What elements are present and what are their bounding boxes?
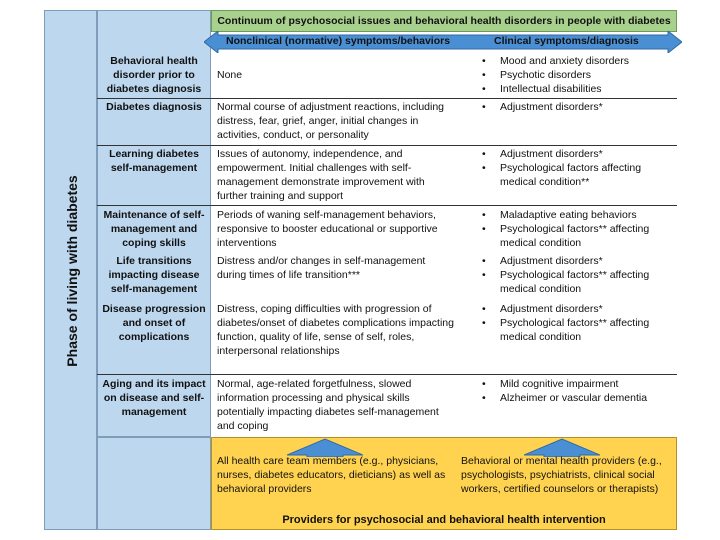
nonclinical-diagnosis: Normal course of adjustment reactions, including distress, fear, grief, anger, initial changes in activities, conduct, or personality — [217, 101, 445, 141]
clinical-header: Clinical symptoms/diagnosis — [494, 35, 639, 47]
list-item: • Alzheimer or vascular dementia — [478, 391, 678, 405]
list-item: • Mood and anxiety disorders — [478, 54, 678, 68]
clinical-aging — [478, 377, 678, 405]
nonclinical-learning: Issues of autonomy, independence, and empowerment. Initial challenges with self-management demonstrate improvement with further training and support — [217, 148, 425, 202]
list-item: • Mild cognitive impairment — [478, 377, 678, 391]
nonclinical-prior-disorder: None — [217, 69, 243, 81]
phase-life-transitions: Life transitions impacting disease self-management — [108, 255, 200, 295]
list-item: • Adjustment disorders* — [478, 147, 678, 161]
providers-title: Providers for psychosocial and behavioral health intervention — [282, 514, 606, 526]
continuum-title-bar — [211, 10, 677, 32]
clinical-life-transitions — [478, 254, 678, 296]
providers-behavioral: Behavioral or mental health providers (e.g., psychologists, psychiatrists, clinical social workers, certified counselors or therapists) — [461, 455, 662, 495]
clinical-learning — [478, 147, 678, 189]
nonclinical-maintenance: Periods of waning self-management behaviors, responsive to booster educational or supportive interventions — [217, 209, 438, 249]
list-item: • Psychological factors affecting medical condition** — [478, 161, 678, 189]
nonclinical-progression: Distress, coping difficulties with progression of diabetes/onset of diabetes complications impacting function, quality of life, sense of self, roles, interpersonal relationships — [217, 303, 454, 357]
phase-prior-disorder: Behavioral health disorder prior to diabetes diagnosis — [106, 55, 202, 95]
row-divider — [97, 98, 677, 99]
phase-learning: Learning diabetes self-management — [109, 148, 199, 174]
list-item: • Maladaptive eating behaviors — [478, 208, 678, 222]
phase-progression: Disease progression and onset of complications — [102, 303, 206, 343]
bottom-left-cell — [97, 437, 211, 530]
clinical-progression — [478, 302, 678, 344]
list-item: • Adjustment disorders* — [478, 100, 678, 114]
row-divider — [97, 145, 677, 146]
providers-all: All health care team members (e.g., physicians, nurses, diabetes educators, dieticians) as well as behavioral providers — [217, 455, 446, 495]
nonclinical-aging: Normal, age-related forgetfulness, slowed information processing and physical skills potentially impacting diabetes self-management and coping — [217, 378, 439, 432]
nonclinical-header: Nonclinical (normative) symptoms/behaviors — [226, 35, 451, 47]
phase-axis-label: Phase of living with diabetes — [63, 175, 80, 367]
continuum-arrow — [204, 31, 682, 53]
list-item: • Adjustment disorders* — [478, 302, 678, 316]
row-divider — [97, 374, 677, 375]
list-item: • Intellectual disabilities — [478, 82, 678, 96]
list-item: • Adjustment disorders* — [478, 254, 678, 268]
continuum-title: Continuum of psychosocial issues and behavioral health disorders in people with diabetes — [217, 15, 671, 27]
clinical-prior-disorder — [478, 54, 678, 96]
clinical-maintenance — [478, 208, 678, 250]
phase-aging: Aging and its impact on disease and self-management — [102, 378, 206, 418]
phase-diagnosis: Diabetes diagnosis — [106, 101, 202, 113]
list-item: • Psychological factors** affecting medical condition — [478, 316, 678, 344]
nonclinical-life-transitions: Distress and/or changes in self-management during times of life transition*** — [217, 255, 426, 281]
list-item: • Psychological factors** affecting medical condition — [478, 268, 678, 296]
phase-axis-column — [44, 10, 97, 530]
row-divider — [97, 205, 677, 206]
list-item: • Psychotic disorders — [478, 68, 678, 82]
phase-maintenance: Maintenance of self-management and coping skills — [103, 209, 205, 249]
list-item: • Psychological factors** affecting medical condition — [478, 222, 678, 250]
clinical-diagnosis — [478, 100, 678, 114]
